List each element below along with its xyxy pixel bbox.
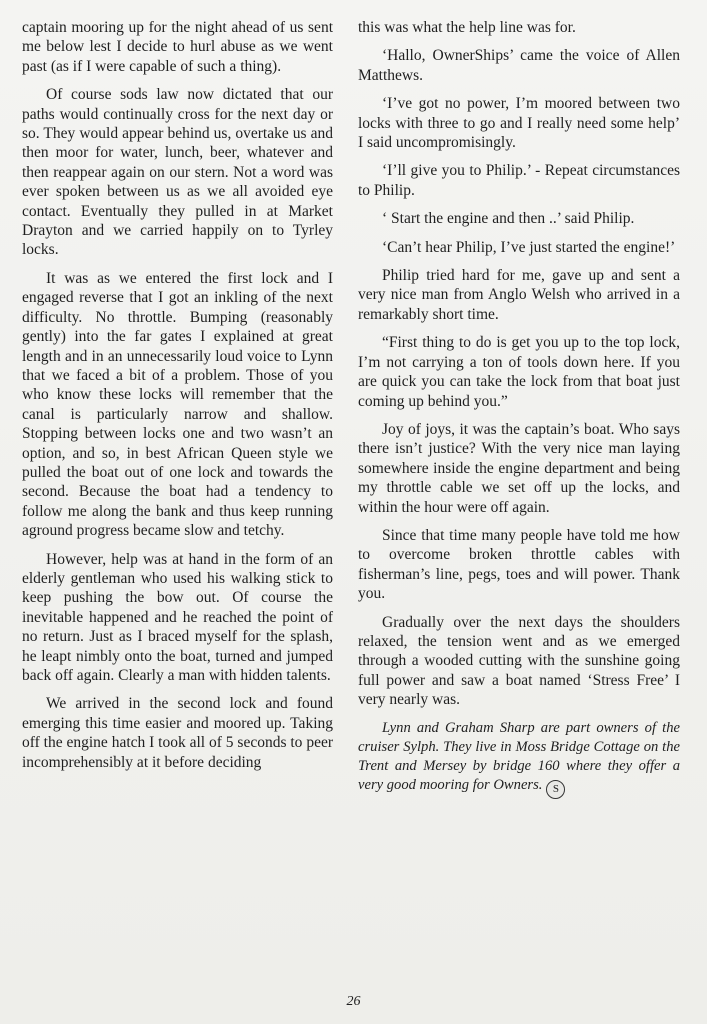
paragraph: Philip tried hard for me, gave up and sent a very nice man from Anglo Welsh who arrived in a remarkably short time.	[358, 267, 680, 323]
paragraph: However, help was at hand in the form of an elderly gentleman who used his walking stick to keep pushing the bow out. Of course the inevitable happened and he reached the point of no return. Just as I braced myself for the splash, he leapt nimbly onto the boat, turned and jumped back off again. Clearly a man with hidden talents.	[22, 550, 333, 684]
paragraph: ‘I’ll give you to Philip.’ - Repeat circumstances to Philip.	[358, 162, 680, 199]
paragraph: “First thing to do is get you up to the top lock, I’m not carrying a ton of tools down here. If you are quick you can take the lock from that boat just coming up behind you.”	[358, 334, 680, 410]
paragraph: It was as we entered the first lock and I engaged reverse that I got an inkling of the next difficulty. No throttle. Bumping (reasonably gently) into the far gates I explained at great length and in an unnecessarily loud voice to Lynn that we faced a bit of a problem. Those of you who know these locks will remember that the canal is particularly narrow and shallow. Stopping between locks one and two wasn’t an option, and so, in best African Queen style we pulled the boat out of one lock and towards the second. Because the boat had a tendency to follow me along the bank and thus keep running aground progress became slow and tetchy.	[22, 269, 333, 540]
paragraph: Joy of joys, it was the captain’s boat. Who says there isn’t justice? With the very nice man laying somewhere inside the engine department and being my throttle cable we set off up the locks, and within the hour were off again.	[358, 420, 680, 516]
page-number: 26	[346, 994, 361, 1009]
end-of-article-icon: S	[546, 780, 565, 799]
paragraph: Gradually over the next days the shoulders relaxed, the tension went and as we emerged through a wooded cutting with the sunshine going full power and saw a boat named ‘Stress Free’ I very nearly was.	[358, 613, 680, 709]
paragraph: We arrived in the second lock and found emerging this time easier and moored up. Taking off the engine hatch I took all of 5 seconds to peer incomprehensibly at it before deciding	[22, 695, 333, 771]
left-column	[22, 18, 333, 781]
paragraph: Since that time many people have told me how to overcome broken throttle cables with fisherman’s line, pegs, toes and will power. Thank you.	[358, 526, 680, 603]
paragraph: captain mooring up for the night ahead of us sent me below lest I decide to hurl abuse as we went past (as if I were capable of such a thing).	[22, 19, 333, 75]
author-byline	[358, 719, 680, 800]
paragraph: ‘ Start the engine and then ..’ said Philip.	[382, 210, 635, 228]
right-column	[358, 18, 680, 808]
paragraph: ‘Can’t hear Philip, I’ve just started the engine!’	[382, 238, 676, 256]
paragraph: Of course sods law now dictated that our paths would continually cross for the next day or so. They would appear behind us, overtake us and then moor for water, lunch, beer, whatever and then reappear again on our stern. Not a word was ever spoken between us as we all avoided eye contact. Eventually they pulled in at Market Drayton and we carried happily on to Tyrley locks.	[22, 86, 333, 259]
paragraph: this was what the help line was for.	[358, 19, 576, 36]
paragraph: ‘I’ve got no power, I’m moored between two locks with three to go and I really need some help’ I said uncompromisingly.	[358, 95, 680, 152]
paragraph: ‘Hallo, OwnerShips’ came the voice of Allen Matthews.	[358, 47, 680, 84]
byline-text: Lynn and Graham Sharp are part owners of the cruiser Sylph. They live in Moss Bridge Cottage on the Trent and Mersey by bridge 160 where they offer a very good mooring for Owners.	[358, 719, 680, 794]
